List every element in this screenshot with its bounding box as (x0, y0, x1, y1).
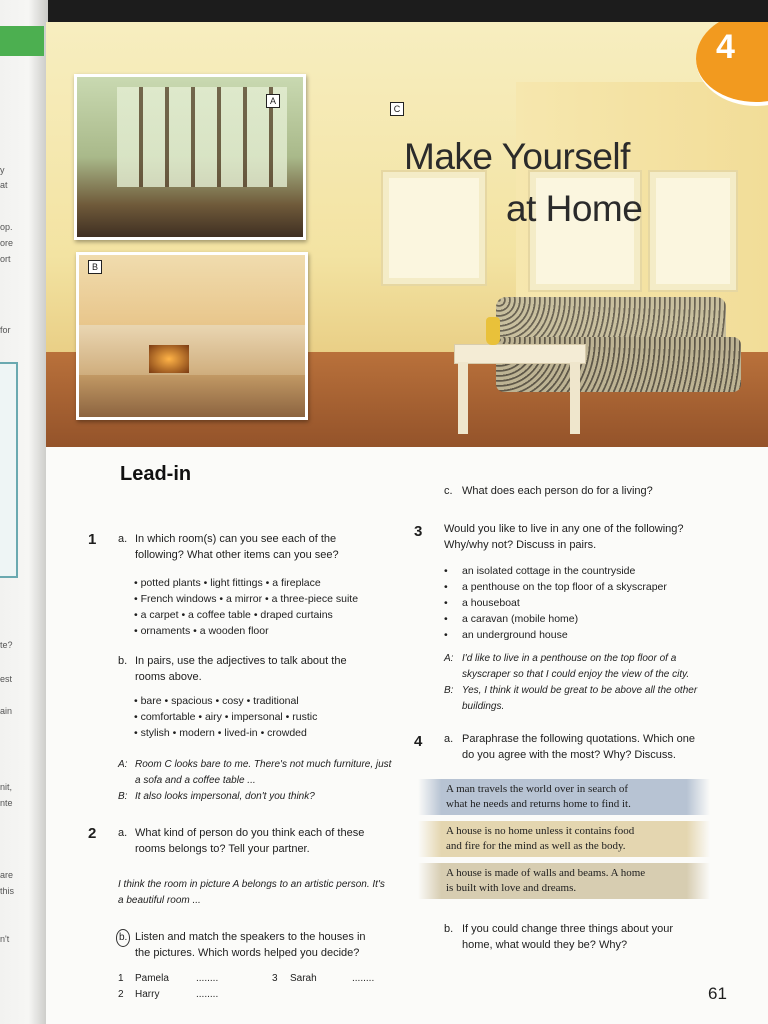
ex4b-label: b. (444, 923, 454, 935)
ex2b-question: Listen and match the speakers to the houses in (135, 931, 366, 943)
ex2-example: I think the room in picture A belongs to an artistic person. It's (118, 879, 385, 890)
audio-icon: b. (116, 929, 130, 947)
ex4b-question: home, what would they be? Why? (462, 939, 628, 951)
dialogue-line: I'd like to live in a penthouse on the top floor of a (462, 653, 677, 664)
left-fragment: are (0, 870, 14, 880)
lead-in-heading: Lead-in (120, 463, 192, 485)
window-right (648, 170, 738, 292)
left-fragment: ore (0, 238, 14, 248)
quotation-card (418, 779, 710, 815)
ex1b-question: rooms above. (135, 671, 202, 683)
adjective-list-item: • bare • spacious • cosy • traditional (134, 695, 299, 707)
unit-title-line2: at Home (506, 188, 643, 229)
exercise-number-3: 3 (414, 523, 423, 540)
left-fragment: op. (0, 222, 13, 232)
ex2a-label: a. (118, 827, 128, 839)
vocab-list-item: • a carpet • a coffee table • draped curtains (134, 609, 333, 621)
ex2c-question: What does each person do for a living? (462, 485, 653, 497)
left-fragment: this (0, 886, 15, 896)
ex4b-question: If you could change three things about your (462, 923, 673, 935)
speaker-name: Harry (135, 989, 160, 1000)
dialogue-speaker: B: (444, 685, 454, 696)
dialogue-line: Room C looks bare to me. There's not much furniture, just (135, 759, 392, 770)
speaker-name: Sarah (290, 973, 317, 984)
housing-option: a penthouse on the top floor of a skyscraper (462, 581, 667, 593)
page-number: 61 (708, 984, 727, 1003)
quotation-line: A man travels the world over in search of (446, 783, 629, 795)
hero-photo-room-c (46, 22, 768, 447)
speaker-number: 2 (118, 989, 124, 1000)
housing-option: a houseboat (462, 597, 520, 609)
bullet-icon: • (444, 565, 448, 577)
ex2-example: a beautiful room ... (118, 895, 201, 906)
left-fragment: te? (0, 640, 13, 650)
left-page-box (0, 362, 18, 578)
ex3-question: Why/why not? Discuss in pairs. (444, 539, 597, 551)
quotation-line: is built with love and dreams. (446, 882, 577, 894)
answer-blank[interactable]: ........ (196, 989, 219, 1000)
housing-option: an underground house (462, 629, 568, 641)
housing-option: a caravan (mobile home) (462, 613, 579, 625)
photo-room-b (76, 252, 308, 420)
textbook-page (46, 22, 768, 1024)
ex3-question: Would you like to live in any one of the following? (444, 523, 684, 535)
ex1b-label: b. (118, 655, 128, 667)
exercise-number-1: 1 (88, 531, 97, 548)
exercise-area (46, 447, 768, 1024)
ex1a-label: a. (118, 533, 128, 545)
coffee-table (454, 344, 584, 439)
dialogue-line: It also looks impersonal, don't you think? (135, 791, 315, 802)
left-fragment: nit, (0, 782, 13, 792)
ex4a-label: a. (444, 733, 454, 745)
left-fragment: n't (0, 934, 10, 944)
quotation-line: A house is made of walls and beams. A home (446, 867, 646, 879)
left-fragment: ain (0, 706, 13, 716)
left-fragment: for (0, 325, 11, 335)
left-fragment: at (0, 180, 8, 190)
window-left (381, 170, 487, 286)
bullet-icon: • (444, 597, 448, 609)
speaker-number: 1 (118, 973, 124, 984)
dialogue-speaker: B: (118, 791, 128, 802)
speaker-name: Pamela (135, 973, 169, 984)
ex1a-question: following? What other items can you see? (135, 549, 339, 561)
left-fragment: ort (0, 254, 11, 264)
photo-label-a: A (266, 94, 280, 108)
vase-of-flowers (486, 317, 500, 345)
unit-number: 4 (716, 28, 735, 66)
left-fragment: y (0, 165, 5, 175)
ex1a-question: In which room(s) can you see each of the (135, 533, 337, 545)
exercise-number-2: 2 (88, 825, 97, 842)
ex4a-question: do you agree with the most? Why? Discuss. (462, 749, 676, 761)
green-tab (0, 26, 44, 56)
bullet-icon: • (444, 581, 448, 593)
bullet-icon: • (444, 613, 448, 625)
vocab-list-item: • French windows • a mirror • a three-piece suite (134, 593, 359, 605)
answer-blank[interactable]: ........ (352, 973, 375, 984)
vocab-list-item: • ornaments • a wooden floor (134, 625, 269, 637)
ex1b-question: In pairs, use the adjectives to talk about the (135, 655, 347, 667)
left-fragment: nte (0, 798, 13, 808)
photo-label-c: C (390, 102, 404, 116)
ex2a-question: rooms belongs to? Tell your partner. (135, 843, 310, 855)
ex2b-label (116, 929, 130, 947)
adjective-list-item: • stylish • modern • lived-in • crowded (134, 727, 307, 739)
dialogue-line: buildings. (462, 701, 505, 712)
unit-title-line1: Make Yourself (404, 136, 630, 177)
quotation-line: what he needs and returns home to find it. (446, 798, 631, 810)
photo-label-b: B (88, 260, 102, 274)
quotation-card (418, 821, 710, 857)
ex2a-question: What kind of person do you think each of these (135, 827, 365, 839)
ex2b-question: the pictures. Which words helped you decide? (135, 947, 360, 959)
housing-option: an isolated cottage in the countryside (462, 565, 636, 577)
dialogue-speaker: A: (118, 759, 128, 770)
scan-top-edge (0, 0, 768, 22)
dialogue-line: a sofa and a coffee table ... (135, 775, 256, 786)
quotation-line: A house is no home unless it contains food (446, 825, 635, 837)
left-page-edge (0, 0, 48, 1024)
speaker-number: 3 (272, 973, 278, 984)
vocab-list-item: • potted plants • light fittings • a fireplace (134, 577, 321, 589)
dialogue-line: skyscraper so that I could enjoy the view of the city. (462, 669, 690, 680)
ex4a-question: Paraphrase the following quotations. Which one (462, 733, 695, 745)
exercise-number-4: 4 (414, 733, 423, 750)
dialogue-line: Yes, I think it would be great to be above all the other (462, 685, 698, 696)
quotation-line: and fire for the mind as well as the body. (446, 840, 626, 852)
dialogue-speaker: A: (444, 653, 454, 664)
left-fragment: est (0, 674, 13, 684)
answer-blank[interactable]: ........ (196, 973, 219, 984)
quotation-card (418, 863, 710, 899)
adjective-list-item: • comfortable • airy • impersonal • rustic (134, 711, 318, 723)
ex2c-label: c. (444, 485, 453, 497)
bullet-icon: • (444, 629, 448, 641)
